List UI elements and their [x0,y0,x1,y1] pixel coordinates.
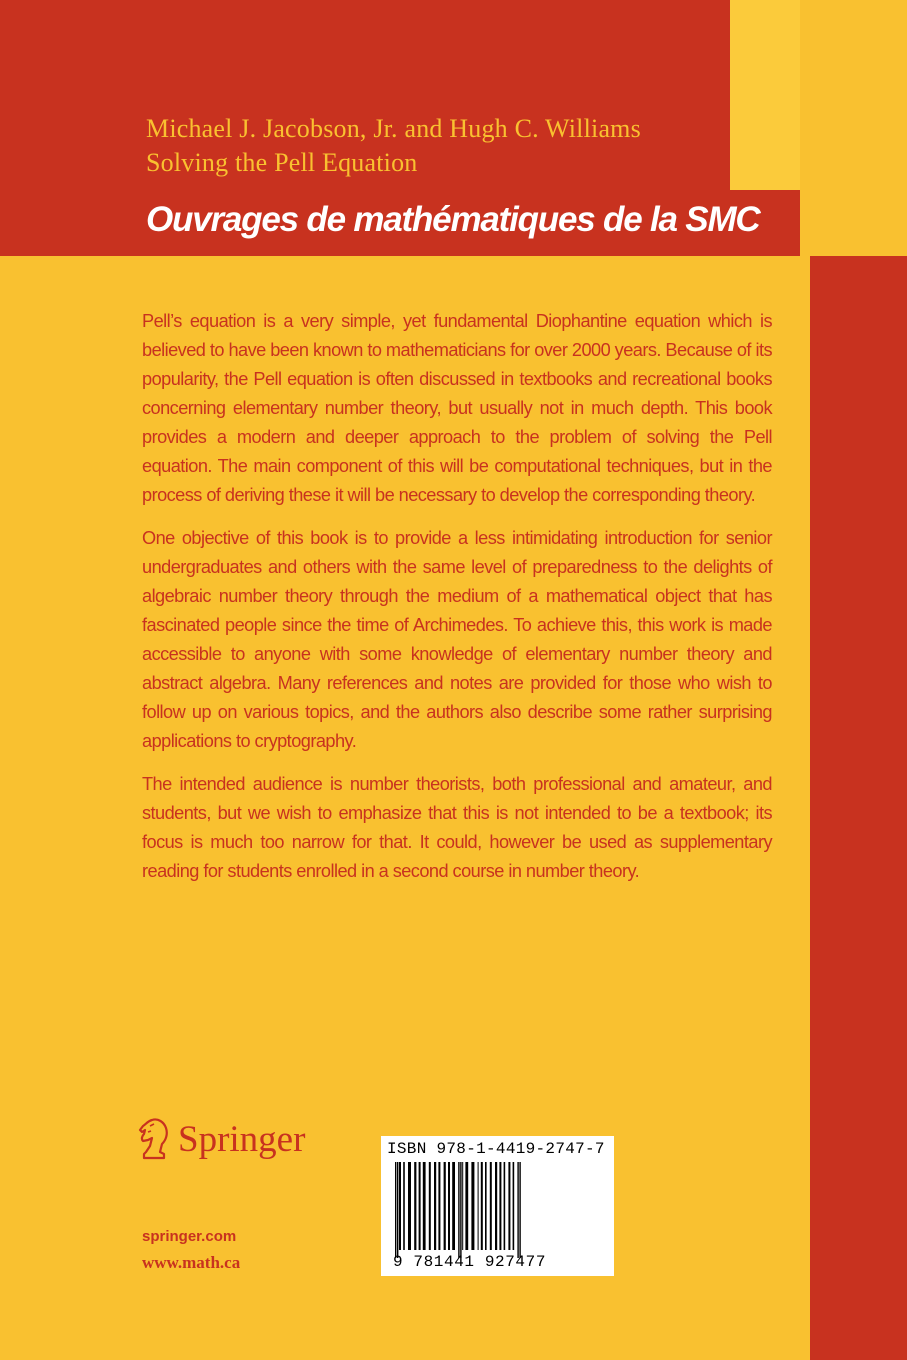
springer-wordmark: Springer [178,1119,306,1160]
barcode-guard-bar [395,1162,396,1258]
blurb-paragraph: The intended audience is number theorists, both professional and amateur, and students, but we wish to emphasize that this is not intended to be a textbook; its focus is much too narrow for that. It could, however be used as supplementary reading for students enrolled in a second course in number theory. [142,774,772,881]
barcode-bar [465,1162,468,1250]
book-title: Solving the Pell Equation [146,148,418,177]
barcode-bar [419,1162,421,1250]
barcode-bar [434,1162,436,1250]
barcode-guard-bar [458,1162,459,1258]
barcode-bars [391,1162,603,1258]
barcode-bar [399,1162,401,1250]
barcode-bar [429,1162,431,1250]
springer-logo [134,1112,354,1166]
barcode-guard-bar [517,1162,518,1258]
barcode-guard-bar [397,1162,398,1258]
isbn-label: ISBN 978-1-4419-2747-7 [387,1140,605,1158]
barcode-bar [438,1162,440,1250]
barcode-bar [408,1162,411,1250]
barcode-bar [495,1162,497,1250]
barcode-guard-bar [460,1162,461,1258]
barcode-bar [499,1162,501,1250]
barcode-guard-bar [519,1162,520,1258]
barcode-bar [471,1162,474,1250]
blurb-paragraph: One objective of this book is to provide a less intimidating introduction for senior undergraduates and others with the same level of preparedness to the delights of algebraic number theory through the medium of a mathematical object that has fascinated people since the time of Archimedes. To achieve this, this work is made accessible to anyone with some knowledge of elementary number theory and abstract algebra. Many references and notes are provided for those who wish to follow up on various topics, and the authors also describe some rather surprising applications to cryptography. [142,528,772,751]
back-cover-blurb [142,307,772,900]
author-line: Michael J. Jacobson, Jr. and Hugh C. Williams [146,114,641,143]
springer-horse-icon [134,1114,174,1162]
barcode-bar [508,1162,510,1250]
barcode-bar [481,1162,483,1250]
barcode-bar [452,1162,455,1250]
math-url[interactable]: www.math.ca [142,1253,241,1272]
right-band [810,256,907,1360]
barcode-bar [444,1162,446,1250]
barcode-bar [448,1162,450,1250]
barcode-bar [485,1162,487,1250]
isbn-barcode [381,1136,614,1276]
barcode-bar [414,1162,416,1250]
springer-url[interactable]: springer.com [142,1228,237,1245]
series-title: Ouvrages de mathématiques de la SMC [146,200,760,239]
barcode-bar [490,1162,492,1250]
barcode-bar [423,1162,426,1250]
barcode-bar [403,1162,405,1250]
corner-block [730,0,800,190]
barcode-bar [478,1162,479,1250]
barcode-digits: 9 781441 927477 [393,1253,547,1271]
barcode-bar [504,1162,506,1250]
blurb-paragraph: Pell’s equation is a very simple, yet fundamental Diophantine equation which is believed to have been known to mathematicians for over 2000 years. Because of its popularity, the Pell equation is often discussed in textbooks and recreational books concerning elementary number theory, but usually not in much depth. This book provides a modern and deeper approach to the problem of solving the Pell equation. The main component of this will be computational techniques, but in the process of deriving these it will be necessary to develop the corresponding theory. [142,311,772,505]
barcode-bar [513,1162,515,1250]
barcode-bar [462,1162,463,1250]
